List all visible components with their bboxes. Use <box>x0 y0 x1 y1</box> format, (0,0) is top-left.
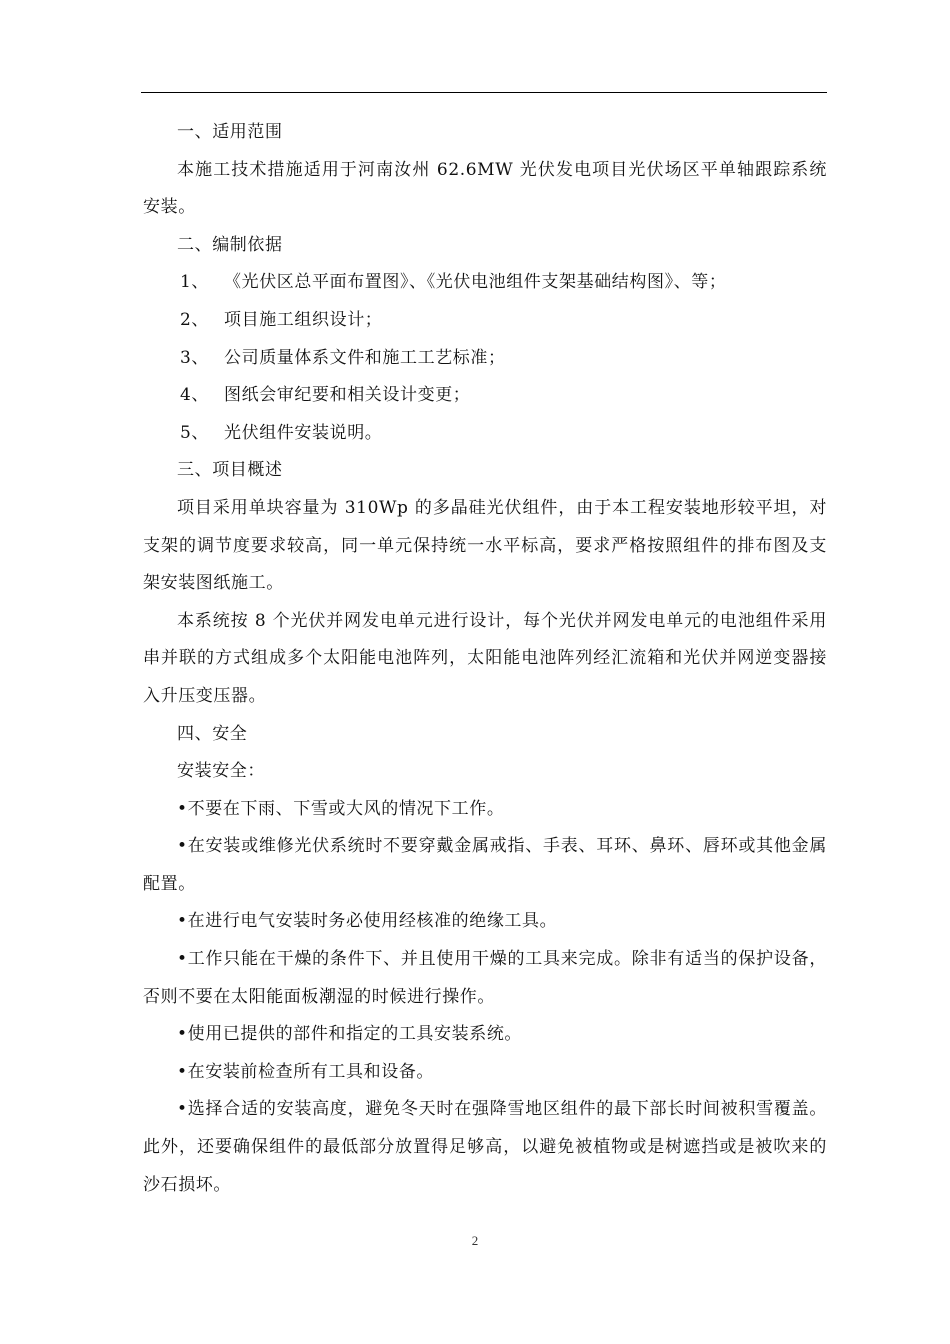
list-item <box>143 377 827 415</box>
list-item-number: 1、 <box>180 272 210 293</box>
safety-bullet: •在安装或维修光伏系统时不要穿戴金属戒指、手表、耳环、鼻环、唇环或其他金属配置。 <box>143 836 827 894</box>
list-item-number: 2、 <box>180 309 210 330</box>
list-item-number: 4、 <box>180 385 210 406</box>
paragraph-overview-1: 项目采用单块容量为 310Wp 的多晶硅光伏组件，由于本工程安装地形较平坦，对支架的调节度要求较高，同一单元保持统一水平标高，要求严格按照组件的排布图及支架安装图纸施工。 <box>143 497 827 594</box>
header-rule <box>141 92 827 93</box>
section-heading-safety: 四、安全 <box>177 723 248 744</box>
list-item <box>143 415 827 453</box>
safety-bullet: •工作只能在干燥的条件下、并且使用干燥的工具来完成。除非有适当的保护设备，否则不要在太阳能面板潮湿的时候进行操作。 <box>143 949 827 1007</box>
subheading-installation-safety: 安装安全： <box>177 761 265 782</box>
list-item-text: 项目施工组织设计； <box>224 309 383 330</box>
page-number: 2 <box>471 1233 479 1248</box>
safety-bullet: •使用已提供的部件和指定的工具安装系统。 <box>177 1024 523 1045</box>
paragraph-scope: 本施工技术措施适用于河南汝州 62.6MW 光伏发电项目光伏场区平单轴跟踪系统安装。 <box>143 159 827 218</box>
list-item <box>143 302 827 340</box>
safety-bullet: •在安装前检查所有工具和设备。 <box>177 1061 435 1082</box>
section-heading-overview: 三、项目概述 <box>177 460 283 481</box>
list-item <box>143 340 827 378</box>
safety-bullet: •选择合适的安装高度，避免冬天时在强降雪地区组件的最下部长时间被积雪覆盖。此外，还要确保组件的最低部分放置得足够高，以避免被植物或是树遮挡或是被吹来的沙石损坏。 <box>143 1099 827 1195</box>
section-heading-basis: 二、编制依据 <box>177 234 283 255</box>
document-body <box>143 114 827 1204</box>
safety-bullet: •不要在下雨、下雪或大风的情况下工作。 <box>177 798 505 819</box>
list-item-text: 光伏组件安装说明。 <box>224 422 383 443</box>
list-item-number: 5、 <box>180 422 210 443</box>
section-heading-scope: 一、适用范围 <box>177 122 283 142</box>
list-item-text: 图纸会审纪要和相关设计变更； <box>224 385 471 406</box>
list-item-text: 公司质量体系文件和施工工艺标准； <box>224 347 506 368</box>
safety-bullet: •在进行电气安装时务必使用经核准的绝缘工具。 <box>177 911 558 932</box>
list-item-number: 3、 <box>180 347 210 368</box>
list-item-text: 《光伏区总平面布置图》、《光伏电池组件支架基础结构图》、等； <box>224 272 727 293</box>
list-item <box>143 264 827 302</box>
paragraph-overview-2: 本系统按 8 个光伏并网发电单元进行设计，每个光伏并网发电单元的电池组件采用串并联的方式组成多个太阳能电池阵列，太阳能电池阵列经汇流箱和光伏并网逆变器接入升压变压器。 <box>143 610 827 706</box>
